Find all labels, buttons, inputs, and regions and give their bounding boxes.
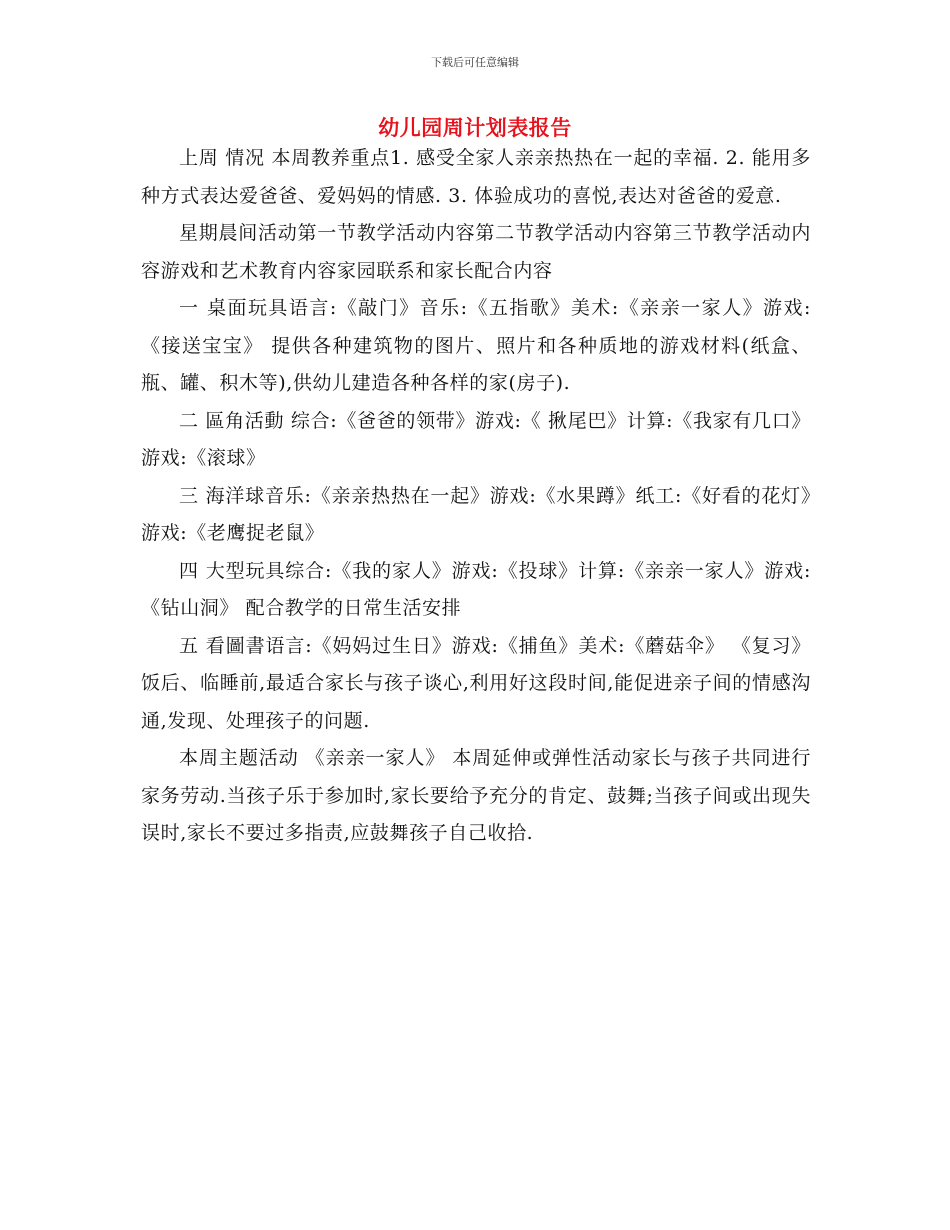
paragraph-weekly-theme: 本周主题活动 《亲亲一家人》 本周延伸或弹性活动家长与孩子共同进行家务劳动.当孩子乐于参加时,家长要给予充分的肯定、鼓舞;当孩子间或出现失误时,家长不要过多指责,应鼓舞孩子自己收拾. bbox=[141, 747, 811, 844]
paragraph-weekly-focus: 上周 情况 本周教养重点1. 感受全家人亲亲热热在一起的幸福. 2. 能用多种方式表达爱爸爸、爱妈妈的情感. 3. 体验成功的喜悦,表达对爸爸的爱意. bbox=[141, 147, 811, 207]
paragraph-friday: 五 看圖書语言:《妈妈过生日》游戏:《捕鱼》美术:《蘑菇伞》 《复习》饭后、临睡前,最适合家长与孩子谈心,利用好这段时间,能促进亲子间的情感沟通,发现、处理孩子的问题. bbox=[141, 634, 811, 732]
paragraph-schedule-columns: 星期晨间活动第一节教学活动内容第二节教学活动内容第三节教学活动内容游戏和艺术教育内容家园联系和家长配合内容 bbox=[141, 222, 811, 282]
header-note: 下载后可任意编辑 bbox=[431, 56, 519, 69]
paragraph-tuesday: 二 區角活動 综合:《爸爸的领带》游戏:《 揪尾巴》计算:《我家有几口》游戏:《滚球》 bbox=[141, 409, 811, 469]
paragraph-monday: 一 桌面玩具语言:《敲门》音乐:《五指歌》美术:《亲亲一家人》游戏:《接送宝宝》 提供各种建筑物的图片、照片和各种质地的游戏材料(纸盒、瓶、罐、积木等),供幼儿建造各种各样的家(房子). bbox=[141, 297, 811, 394]
document-body bbox=[141, 140, 811, 853]
paragraph-wednesday: 三 海洋球音乐:《亲亲热热在一起》游戏:《水果蹲》纸工:《好看的花灯》游戏:《老鹰捉老鼠》 bbox=[141, 484, 811, 544]
document-title: 幼儿园周计划表报告 bbox=[378, 116, 572, 140]
paragraph-thursday: 四 大型玩具综合:《我的家人》游戏:《投球》计算:《亲亲一家人》游戏:《钻山洞》 配合教学的日常生活安排 bbox=[141, 559, 811, 619]
